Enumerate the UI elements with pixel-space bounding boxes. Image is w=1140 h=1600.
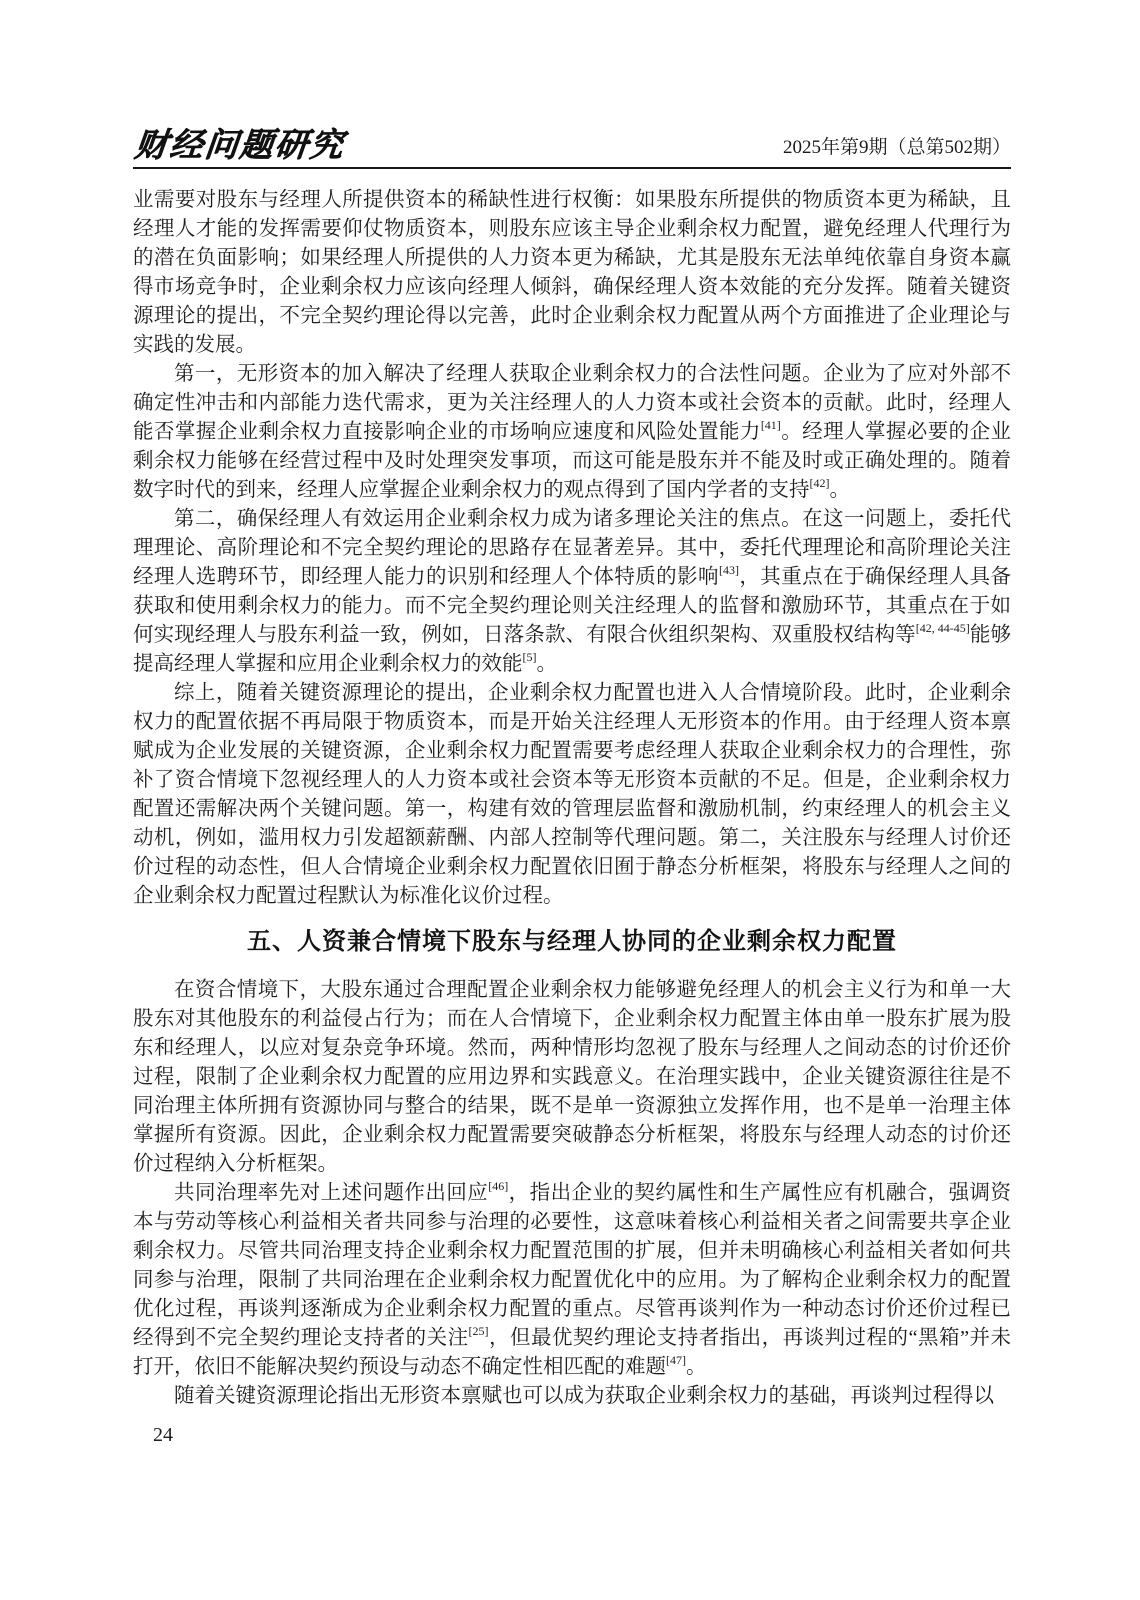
paragraph: 业需要对股东与经理人所提供资本的稀缺性进行权衡：如果股东所提供的物质资本更为稀缺，且经理人才能的发挥需要仰仗物质资本，则股东应该主导企业剩余权力配置，避免经理人代理行为的潜在负面影响；如果经理人所提供的人力资本更为稀缺，尤其是股东无法单纯依靠自身资本赢得市场竞争时，企业剩余权力应该向经理人倾斜，确保经理人资本效能的充分发挥。随着关键资源理论的提出，不完全契约理论得以完善，此时企业剩余权力配置从两个方面推进了企业理论与实践的发展。 — [133, 189, 1011, 356]
citation-ref: [42, 44-45] — [915, 621, 970, 636]
citation-ref: [41] — [760, 418, 781, 433]
paragraph: 随着关键资源理论指出无形资本禀赋也可以成为获取企业剩余权力的基础，再谈判过程得以 — [174, 1385, 994, 1407]
page-header — [133, 128, 1011, 169]
paragraph: 共同治理率先对上述问题作出回应[46]，指出企业的契约属性和生产属性应有机融合，强调资本与劳动等核心利益相关者共同参与治理的必要性，这意味着核心利益相关者之间需要共享企业剩余权力。尽管共同治理支持企业剩余权力配置范围的扩展，但并未明确核心利益相关者如何共同参与治理，限制了共同治理在企业剩余权力配置优化中的应用。为了解构企业剩余权力的配置优化过程，再谈判逐渐成为企业剩余权力配置的重点。尽管再谈判作为一种动态讨价还价过程已经得到不完全契约理论支持者的关注[25]，但最优契约理论支持者指出，再谈判过程的“黑箱”并未打开，依旧不能解决契约预设与动态不确定性相匹配的难题[47]。 — [133, 1179, 1012, 1378]
paragraph: 在资合情境下，大股东通过合理配置企业剩余权力能够避免经理人的机会主义行为和单一大股东对其他股东的利益侵占行为；而在人合情境下，企业剩余权力配置主体由单一股东扩展为股东和经理人，以应对复杂竞争环境。然而，两种情形均忽视了股东与经理人之间动态的讨价还价过程，限制了企业剩余权力配置的应用边界和实践意义。在治理实践中，企业关键资源往往是不同治理主体所拥有资源协同与整合的结果，既不是单一资源独立发挥作用，也不是单一治理主体掌握所有资源。因此，企业剩余权力配置需要突破静态分析框架，将股东与经理人动态的讨价还价过程纳入分析框架。 — [133, 979, 1011, 1175]
citation-ref: [43] — [718, 563, 739, 578]
citation-ref: [42] — [809, 476, 830, 491]
issue-info: 2025年第9期（总第502期） — [782, 137, 1011, 158]
citation-ref: [25] — [468, 1324, 489, 1339]
paragraph: 第一，无形资本的加入解决了经理人获取企业剩余权力的合法性问题。企业为了应对外部不确定性冲击和内部能力迭代需求，更为关注经理人的人力资本或社会资本的贡献。此时，经理人能否掌握企业剩余权力直接影响企业的市场响应速度和风险处置能力[41]。经理人掌握必要的企业剩余权力能够在经营过程中及时处理突发事项，而这可能是股东并不能及时或正确处理的。随着数字时代的到来，经理人应掌握企业剩余权力的观点得到了国内学者的支持[42]。 — [133, 363, 1012, 501]
paragraph: 第二，确保经理人有效运用企业剩余权力成为诸多理论关注的焦点。在这一问题上，委托代理理论、高阶理论和不完全契约理论的思路存在显著差异。其中，委托代理理论和高阶理论关注经理人选聘环节，即经理人能力的识别和经理人个体特质的影响[43]，其重点在于确保经理人具备获取和使用剩余权力的能力。而不完全契约理论则关注经理人的监督和激励环节，其重点在于如何实现经理人与股东利益一致，例如，日落条款、有限合伙组织架构、双重股权结构等[42, 44-45]能够提高经理人掌握和应用企业剩余权力的效能[5]。 — [133, 508, 1012, 675]
page-number: 24 — [153, 1424, 173, 1446]
article-body — [133, 186, 1011, 1411]
citation-ref: [5] — [522, 650, 537, 665]
citation-ref: [47] — [666, 1353, 686, 1368]
section-heading: 五、人资兼合情境下股东与经理人协同的企业剩余权力配置 — [247, 928, 897, 955]
paragraph: 综上，随着关键资源理论的提出，企业剩余权力配置也进入人合情境阶段。此时，企业剩余权力的配置依据不再局限于物质资本，而是开始关注经理人无形资本的作用。由于经理人资本禀赋成为企业发展的关键资源，企业剩余权力配置需要考虑经理人获取企业剩余权力的合理性，弥补了资合情境下忽视经理人的人力资本或社会资本等无形资本贡献的不足。但是，企业剩余权力配置还需解决两个关键问题。第一，构建有效的管理层监督和激励机制，约束经理人的机会主义动机，例如，滥用权力引发超额薪酬、内部人控制等代理问题。第二，关注股东与经理人讨价还价过程的动态性，但人合情境企业剩余权力配置依旧囿于静态分析框架，将股东与经理人之间的企业剩余权力配置过程默认为标准化议价过程。 — [133, 682, 1011, 907]
citation-ref: [46] — [488, 1179, 509, 1194]
journal-logo: 财经问题研究 — [132, 126, 347, 163]
